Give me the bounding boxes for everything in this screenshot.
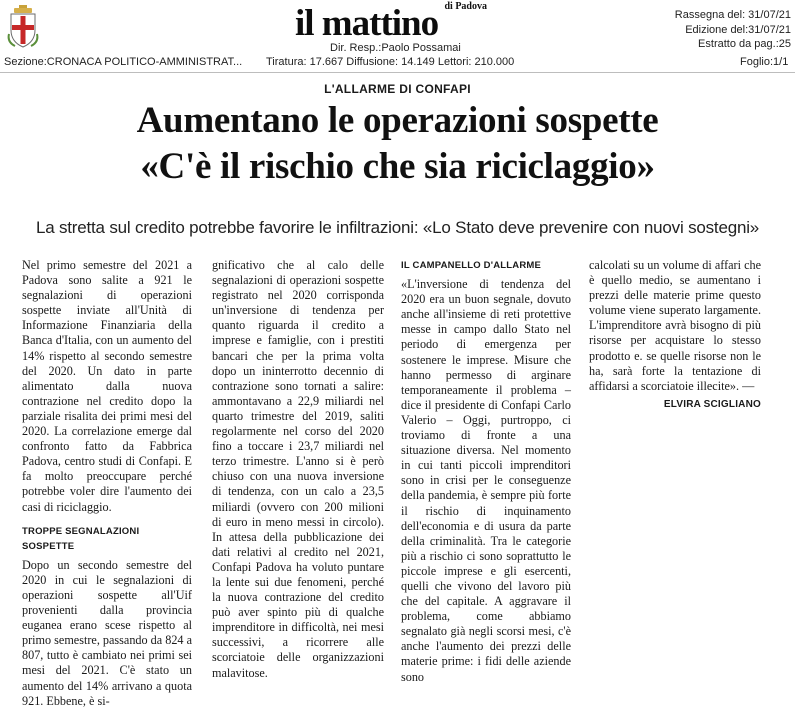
body-paragraph: «L'inversione di tendenza del 2020 era un buon segnale, dovuto anche all'insieme di reti protettive messe in campo dallo Stato nel periodo di emergenza per sostenere le imprese. Misure che hanno permesso di arginare temporaneamente il problema – dice il presidente di Confapi Carlo Valerio – Oggi, purtroppo, ci troviamo di fronte a una situazione diversa. Nel momento in cui tanti piccoli imprenditori sono in crisi per le conseguenze della pandemia, è sempre più forte il rischio di inquinamento dell'economia e di usura da parte della criminalità. Tra le categorie più a rischio ci sono soprattutto le piccole imprese e gli esercenti, quelli che vivono del lavoro più che del capitale. A aggravare il problema, come abbiamo segnalato già negli scorsi mesi, c'è anche l'aumento dei prezzi delle materie prime: i fidi delle aziende sono (401, 277, 571, 684)
body-paragraph: gnificativo che al calo delle segnalazioni di operazioni sospette registrato nel 2020 corrisponda un'inversione di tendenza per quanto riguarda il credito a imprese e famiglie, con i prestiti bancari che per la prima volta dopo un ininterrotto decennio di contrazione sono tornati a salire: ammontavano a 22,9 miliardi nel quarto trimestre del 2019, saliti regolarmente nel corso del 2020 fino a toccare i 23,7 miliardi nel terzo trimestre. L'anno si è però chiuso con una nuova inversione di tendenza, con un calo a 23,5 miliardi (ovvero con 200 milioni di euro in meno messi in circolo). In attesa della pubblicazione dei dati relativi al credito nel 2021, Confapi Padova ha voluto puntare la lente sui due fenomeni, perché la nuova contrazione del credito può aver spinto più di qualche imprenditore in difficoltà, nei mesi successivi, a ricorrere alle scorciatoie delle organizzazioni malavitose. (212, 258, 384, 680)
circulation-stats: Tiratura: 17.667 Diffusione: 14.149 Lettori: 210.000 (266, 56, 515, 68)
article-column-2 (212, 258, 384, 681)
sheet-number: Foglio:1/1 (740, 56, 789, 68)
body-paragraph: Dopo un secondo semestre del 2020 in cui le segnalazioni di operazioni sospette all'Uif provenienti dalla provincia euganea erano scese rispetto al primo semestre, passando da 824 a 807, tutto è cambiato nei primi sei mesi del 2021. C'è stato un aumento del 14% arrivano a quota 921. Ebbene, è si- (22, 557, 192, 708)
page-extract: Estratto da pag.:25 (698, 38, 791, 50)
body-paragraph: Nel primo semestre del 2021 a Padova sono salite a 921 le segnalazioni di operazioni sospette inviate all'Unità di Informazione Finanziaria della Banca d'Italia, con un aumento del 14% rispetto al secondo semestre del 2020. Un dato in parte alimentato dalla nuova contrazione nel credito dopo la parziale risalita dei primi mesi del 2020. La correlazione emerge dal confronto fatto da Fabbrica Padova, centro studi di Confapi. E fa molto preoccupare perché potrebbe voler dire l'aumento dei casi di riciclaggio. (22, 258, 192, 514)
director-line: Dir. Resp.:Paolo Possamai (330, 42, 461, 54)
info-line (4, 56, 789, 68)
clipping-metadata (675, 8, 791, 52)
section-label: Sezione:CRONACA POLITICO-AMMINISTRAT... (4, 56, 243, 68)
article-author: ELVIRA SCIGLIANO (663, 398, 761, 410)
headline-line-1: Aumentano le operazioni sospette (136, 100, 659, 141)
article-column-4 (589, 258, 761, 412)
newspaper-masthead (295, 0, 495, 44)
article-column-1 (22, 258, 192, 709)
body-paragraph: calcolati su un volume di affari che è quello medio, se aumentano i prezzi delle materie prime questo volume viene superato largamente. L'imprenditore avrà bisogno di più risorse per acquistare lo stesso prodotto e. se quelle risorse non le ha, sarà forte la tentazione di affidarsi a scorciatoie illecite». — (589, 258, 761, 393)
headline-line-2: «C'è il rischio che sia riciclaggio» (140, 146, 655, 187)
article-kicker: L'ALLARME DI CONFAPI (324, 82, 471, 96)
header-divider (0, 72, 795, 73)
edition-date: Edizione del:31/07/21 (685, 23, 791, 36)
city-crest-icon (6, 4, 40, 48)
article-column-3 (401, 258, 571, 685)
section-heading: IL CAMPANELLO D'ALLARME (401, 260, 542, 271)
rassegna-date: Rassegna del: 31/07/21 (674, 9, 791, 21)
article-headline (0, 98, 795, 190)
article-subheadline: La stretta sul credito potrebbe favorire le infiltrazioni: «Lo Stato deve prevenire con nuovi sostegni» (35, 218, 760, 237)
masthead-subtitle: di Padova (444, 1, 487, 12)
masthead-title: il mattino (295, 3, 439, 44)
section-heading: TROPPE SEGNALAZIONI SOSPETTE (22, 525, 140, 552)
